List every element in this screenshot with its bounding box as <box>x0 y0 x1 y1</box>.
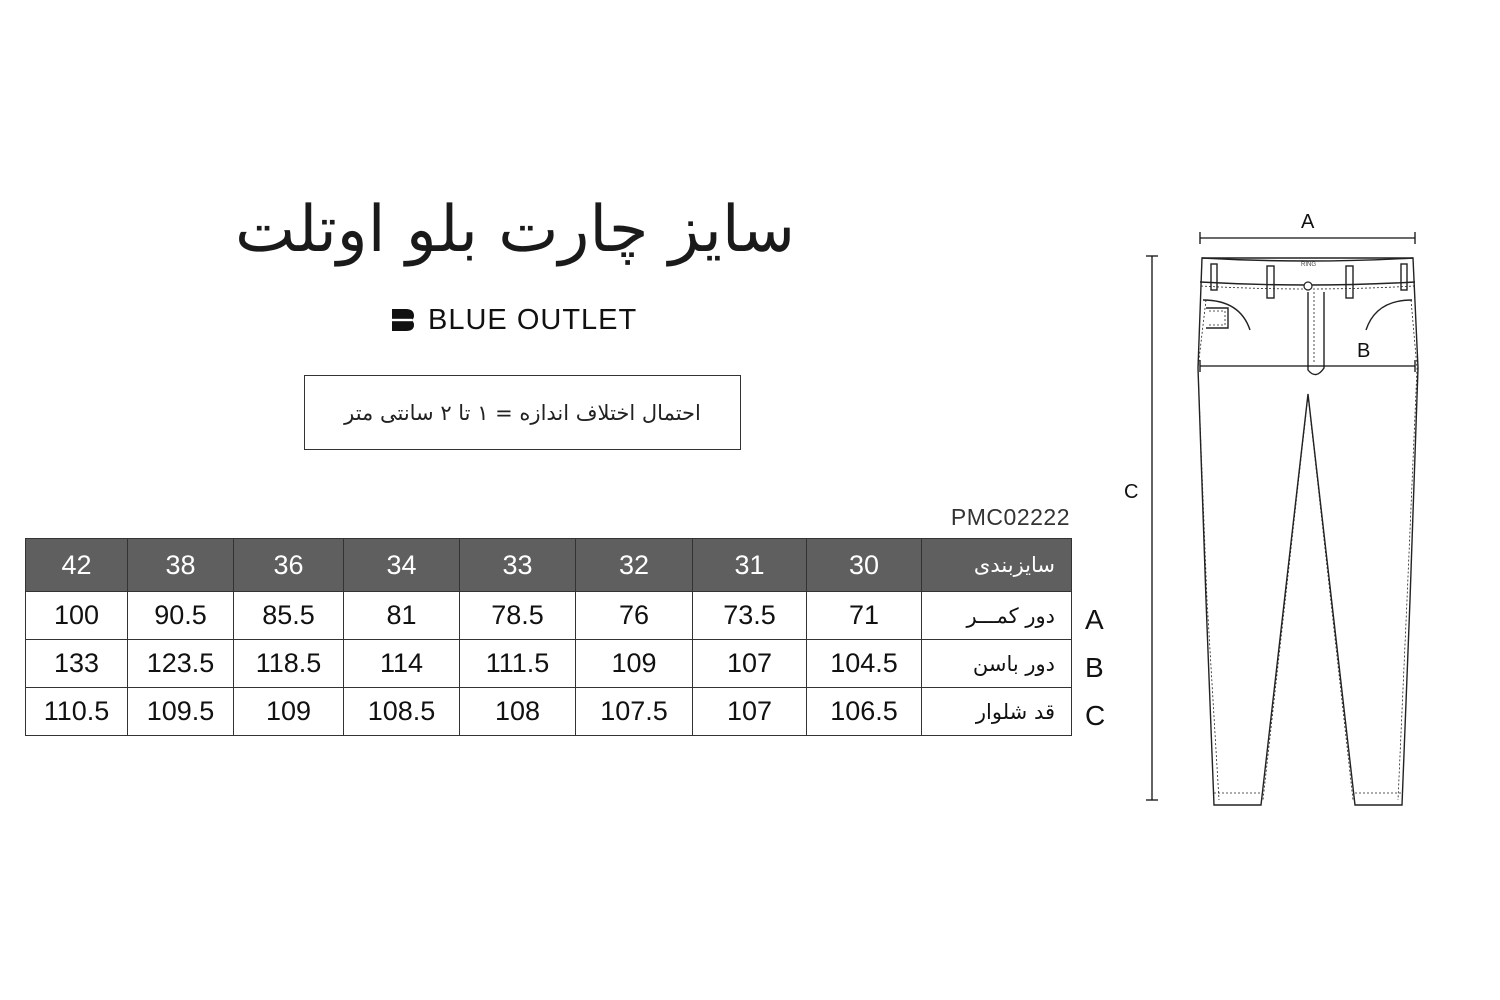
table-cell: 109 <box>576 640 693 688</box>
table-cell: 110.5 <box>26 688 128 736</box>
table-cell: 107 <box>693 640 807 688</box>
table-cell: 73.5 <box>693 592 807 640</box>
row-label: قد شلوار <box>922 688 1072 736</box>
size-cell: 34 <box>344 539 460 592</box>
table-cell: 90.5 <box>128 592 234 640</box>
table-cell: 107 <box>693 688 807 736</box>
table-cell: 100 <box>26 592 128 640</box>
table-cell: 107.5 <box>576 688 693 736</box>
table-cell: 108 <box>460 688 576 736</box>
size-cell: 30 <box>807 539 922 592</box>
size-cell: 31 <box>693 539 807 592</box>
size-cell: 36 <box>234 539 344 592</box>
table-cell: 123.5 <box>128 640 234 688</box>
table-cell: 133 <box>26 640 128 688</box>
size-cell: 42 <box>26 539 128 592</box>
b-logo-icon <box>390 307 416 333</box>
table-cell: 104.5 <box>807 640 922 688</box>
pants-outline <box>1198 258 1418 805</box>
brand <box>390 300 637 340</box>
size-header-row <box>26 539 1072 592</box>
size-cell: 33 <box>460 539 576 592</box>
pants-diagram <box>1110 200 1440 820</box>
table-cell: 106.5 <box>807 688 922 736</box>
table-cell: 118.5 <box>234 640 344 688</box>
table-cell: 85.5 <box>234 592 344 640</box>
table-cell: 81 <box>344 592 460 640</box>
size-table <box>25 538 1072 736</box>
table-cell: 109.5 <box>128 688 234 736</box>
table-cell: 114 <box>344 640 460 688</box>
row-letter: C <box>1085 700 1106 731</box>
size-header-label: سایزبندی <box>922 539 1072 592</box>
table-row <box>26 688 1072 736</box>
tolerance-note: احتمال اختلاف اندازه = ۱ تا ۲ سانتی متر <box>304 375 741 450</box>
dimension-label-b: B <box>1357 340 1371 362</box>
row-letter: B <box>1085 652 1104 683</box>
page-title: سایز چارت بلو اوتلت <box>234 193 796 267</box>
dimension-label-a: A <box>1301 211 1315 233</box>
button-icon <box>1304 282 1312 290</box>
table-cell: 71 <box>807 592 922 640</box>
waistband-tag: RING <box>1301 262 1316 268</box>
brand-name: BLUE OUTLET <box>428 303 638 336</box>
table-row <box>26 592 1072 640</box>
table-cell: 111.5 <box>460 640 576 688</box>
dimension-label-c: C <box>1124 481 1139 503</box>
row-label: دور باسن <box>922 640 1072 688</box>
row-label: دور کمـــر <box>922 592 1072 640</box>
dimension-a <box>1200 232 1415 244</box>
product-code: PMC02222 <box>950 504 1070 530</box>
size-cell: 32 <box>576 539 693 592</box>
dimension-c <box>1146 256 1158 800</box>
table-cell: 109 <box>234 688 344 736</box>
row-letter: A <box>1085 604 1104 635</box>
table-cell: 108.5 <box>344 688 460 736</box>
table-cell: 78.5 <box>460 592 576 640</box>
table-cell: 76 <box>576 592 693 640</box>
table-row <box>26 640 1072 688</box>
size-cell: 38 <box>128 539 234 592</box>
